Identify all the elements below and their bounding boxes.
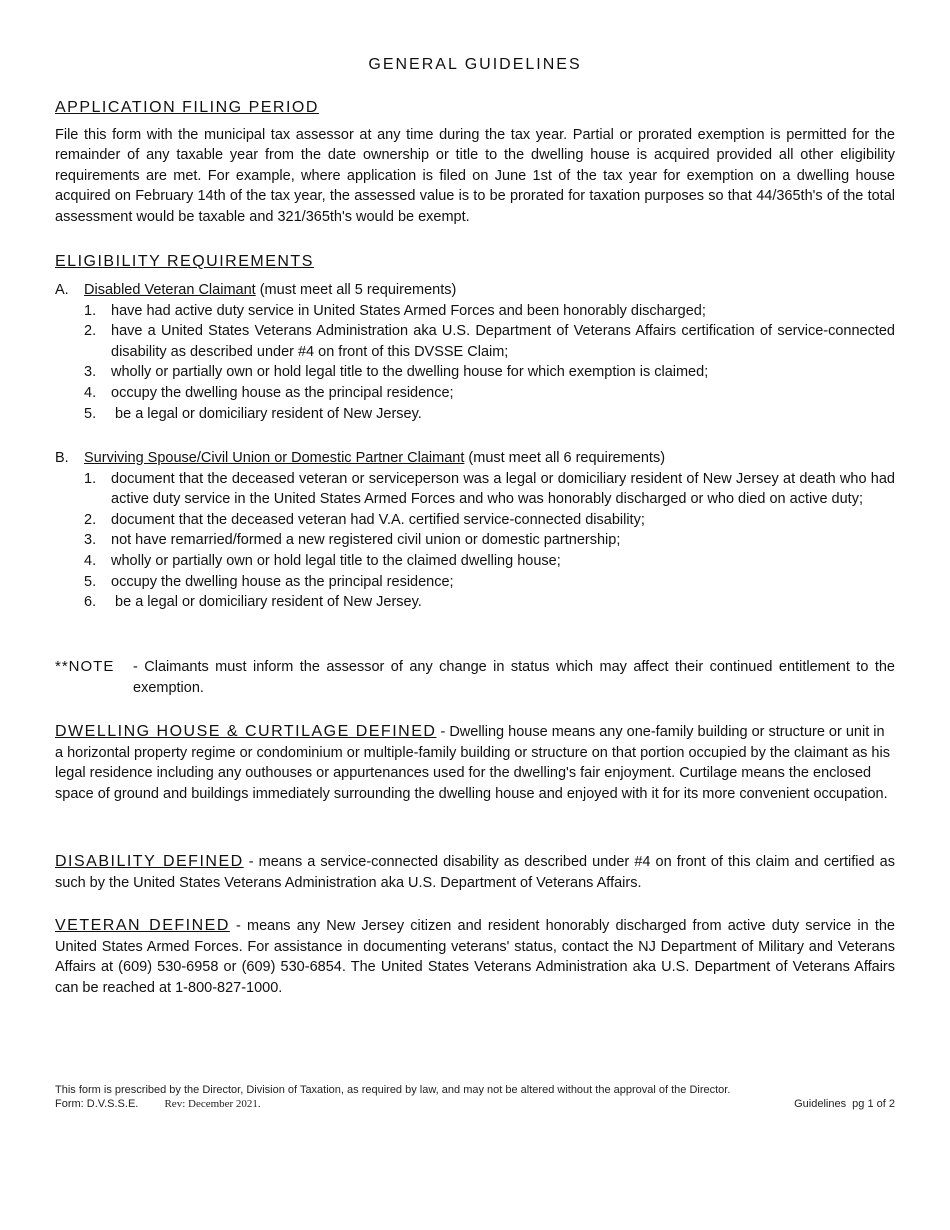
dwelling-heading: DWELLING HOUSE & CURTILAGE DEFINED xyxy=(55,723,437,740)
footer xyxy=(55,1084,895,1110)
list-item xyxy=(55,530,895,551)
claimant-a-note: (must meet all 5 requirements) xyxy=(259,282,457,298)
item-number: 2. xyxy=(84,323,97,340)
item-text: not have remarried/formed a new registered civil union or domestic partnership; xyxy=(111,532,621,549)
item-number: 5. xyxy=(84,405,97,422)
disability-section xyxy=(55,852,895,893)
filing-heading: APPLICATION FILING PERIOD xyxy=(55,99,319,116)
claimant-b-list xyxy=(55,469,895,613)
claimant-b-title: Surviving Spouse/Civil Union or Domestic Partner Claimant xyxy=(84,450,465,466)
filing-section xyxy=(55,98,895,228)
veteran-body: - means any New Jersey citizen and resident honorably discharged from active duty service in the United States Armed Forces. For assistance in documenting veterans' status, contact the NJ Department of Military and Veterans Affairs at (609) 530-6958 or (609) 530-6854. The United States Veterans Administration aka U.S. Department of Veterans Affairs can be reached at 1-800-827-1000. xyxy=(55,918,895,996)
veteran-section xyxy=(55,916,895,998)
item-text: be a legal or domiciliary resident of New Jersey. xyxy=(111,594,422,611)
item-number: 3. xyxy=(84,364,97,381)
list-item xyxy=(55,572,895,593)
item-text: have had active duty service in United States Armed Forces and been honorably discharged; xyxy=(111,302,706,319)
item-text: have a United States Veterans Administration aka U.S. Department of Veterans Affairs certification of service-connected disability as described under #4 on front of this DVSSE Claim; xyxy=(111,323,895,360)
note-text: - Claimants must inform the assessor of any change in status which may affect their continued entitlement to the exemption. xyxy=(133,659,895,696)
footer-prescribed: This form is prescribed by the Director, Division of Taxation, as required by law, and may not be altered without the approval of the Director. xyxy=(55,1084,731,1096)
item-number: 5. xyxy=(84,573,97,590)
list-item xyxy=(55,301,895,322)
filing-body: File this form with the municipal tax assessor at any time during the tax year. Partial or prorated exemption is permitted for the remainder of any taxable year from the date ownership or title to the dwelling house is acquired provided all other eligibility requirements are met. For example, where application is filed on June 1st of the tax year for exemption on a dwelling house acquired on February 14th of the tax year, the assessed value is to be prorated for taxation purposes so that 44/365th's of the total assessment would be taxable and 321/365th's would be exempt. xyxy=(55,126,895,225)
note-section xyxy=(55,657,895,698)
page-title: GENERAL GUIDELINES xyxy=(368,56,582,73)
item-text: document that the deceased veteran or serviceperson was a legal or domiciliary resident of New Jersey at death who had active duty service in the United States Armed Forces and who was honorably discharged or who died on active duty; xyxy=(111,470,895,508)
footer-form: Form: D.V.S.S.E. xyxy=(55,1098,139,1110)
item-text: occupy the dwelling house as the principal residence; xyxy=(111,573,454,590)
list-item xyxy=(55,383,895,404)
disability-body: - means a service-connected disability as described under #4 on front of this claim and certified as such by the United States Veterans Administration aka U.S. Department of Veterans Affairs. xyxy=(55,854,895,891)
claimant-b-block xyxy=(55,448,895,613)
item-number: 3. xyxy=(84,532,97,549)
item-text: document that the deceased veteran had V.A. certified service-connected disability; xyxy=(111,511,645,528)
item-number: 2. xyxy=(84,511,97,528)
claimant-a-list xyxy=(55,301,895,425)
item-text: wholly or partially own or hold legal title to the claimed dwelling house; xyxy=(111,552,561,569)
list-item xyxy=(55,321,895,362)
disability-heading: DISABILITY DEFINED xyxy=(55,853,244,870)
item-number: 1. xyxy=(84,302,97,319)
item-text: wholly or partially own or hold legal title to the dwelling house for which exemption is claimed; xyxy=(111,364,709,381)
eligibility-heading: ELIGIBILITY REQUIREMENTS xyxy=(55,253,314,270)
footer-rev: Rev: December 2021. xyxy=(164,1098,261,1110)
footer-page-number: Guidelines pg 1 of 2 xyxy=(794,1098,895,1110)
list-item xyxy=(55,592,895,613)
claimant-a-title-row xyxy=(55,280,895,301)
list-item xyxy=(55,362,895,383)
item-text: be a legal or domiciliary resident of New Jersey. xyxy=(111,405,422,422)
claimant-a-title: Disabled Veteran Claimant xyxy=(84,282,256,298)
item-number: 1. xyxy=(84,470,97,487)
list-item xyxy=(55,510,895,531)
item-number: 4. xyxy=(84,552,97,569)
claimant-b-letter: B. xyxy=(55,450,69,466)
item-number: 4. xyxy=(84,384,97,401)
item-text: occupy the dwelling house as the principal residence; xyxy=(111,384,454,401)
note-label: **NOTE xyxy=(55,658,115,675)
item-number: 6. xyxy=(84,594,97,611)
dwelling-body: - Dwelling house means any one-family building or structure or unit in a horizontal property regime or condominium or multiple-family building or structure on that portion occupied by the claimant as his legal residence including any outhouses or appurtenances used for the dwelling's fair enjoyment. Curtilage means the enclosed space of ground and buildings immediately surrounding the dwelling house and enjoyed with it for its more convenient occupation. xyxy=(55,724,890,802)
dwelling-section xyxy=(55,722,895,804)
claimant-a-letter: A. xyxy=(55,282,69,298)
veteran-heading: VETERAN DEFINED xyxy=(55,917,230,934)
list-item xyxy=(55,404,895,425)
eligibility-section xyxy=(55,252,895,275)
claimant-b-note: (must meet all 6 requirements) xyxy=(468,450,666,466)
claimant-a-block xyxy=(55,280,895,424)
list-item xyxy=(55,469,895,510)
claimant-b-title-row xyxy=(55,448,895,469)
list-item xyxy=(55,551,895,572)
